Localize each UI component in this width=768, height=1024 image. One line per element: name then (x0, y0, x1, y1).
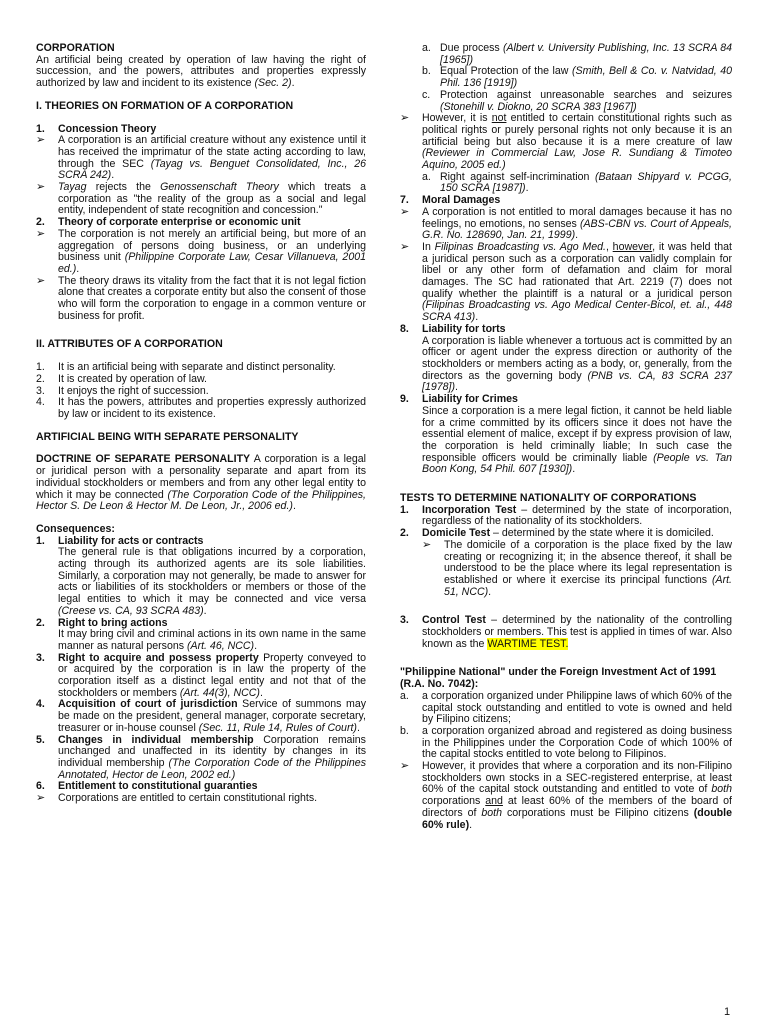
tests-heading: TESTS TO DETERMINE NATIONALITY OF CORPORATIONS (400, 492, 697, 505)
consequence-2: 2. Right to bring actions (36, 616, 168, 629)
fia-item-b: b. a corporation organized abroad and registered as doing business in the Philippines under the Corporation Code of which 100% of the capital stocks entitled to vote belong to Filipinos. (400, 724, 732, 761)
consequence-6: 6. Entitlement to constitutional guaranties (36, 780, 258, 793)
consequence-9-text: Since a corporation is a mere legal fiction, it cannot be held liable for a crime committed by its officers since it does not have the essential element of malice, except if by express provision of law, the corporation is held criminally liable; In such case the responsible officers would be criminally liable (People vs. Tan Boon Kong, 54 Phil. 607 [1930]). (422, 404, 732, 476)
right-item-a: a. Due process (Albert v. University Publishing, Inc. 13 SCRA 84 [1965]) (422, 42, 732, 66)
arrow-bullet-icon: ➢ (400, 112, 410, 125)
arrow-bullet-icon: ➢ (36, 181, 46, 194)
bullet-item: ➢ However, it provides that where a corporation and its non-Filipino stockholders own stocks in a SEC-registered enterprise, at least 60% of the capital stock outstanding and entitled to vote of both corporations and at least 60% of the members of the board of directors of both corporations must be Filipino citizens (double 60% rule). (400, 760, 732, 831)
page-number: 1 (724, 1006, 731, 1018)
arrow-bullet-icon: ➢ (36, 792, 46, 805)
consequence-7: 7. Moral Damages (400, 194, 501, 207)
arrow-bullet-icon: ➢ (400, 760, 410, 773)
bullet-item: ➢ However, it is not entitled to certain constitutional rights such as political rights or purely personal rights not only because it is an artificial being but also because it is a mere creature of law (Reviewer in Commercial Law, Jose R. Sundiang & Timoteo Aquino, 2005 ed.) (400, 112, 732, 172)
consequence-9: 9. Liability for Crimes (400, 393, 518, 406)
consequence-8: 8. Liability for torts (400, 322, 506, 335)
theories-heading: I. THEORIES ON FORMATION OF A CORPORATION (36, 99, 294, 112)
arrow-bullet-icon: ➢ (400, 205, 410, 218)
attribute-item: 1. It is an artificial being with separate and distinct personality. (36, 361, 336, 374)
bullet-item: ➢ Tayag rejects the Genossenschaft Theory which treats a corporation as "the reality of the group as a social and legal entity, independent of state recognition and concession." (36, 181, 367, 217)
consequences-heading: Consequences: (36, 522, 115, 535)
consequence-4: 4. Acquisition of court of jurisdiction Service of summons may be made on the president, general manager, corporate secretary, treasurer or in-house counsel (Sec. 11, Rule 14, Rules of Court). (36, 698, 367, 734)
doctrine-paragraph: DOCTRINE OF SEPARATE PERSONALITY A corporation is a legal or juridical person with a personality separate and apart from its individual stockholders or members and from any other legal entity to which it may be connected (The Corporation Code of the Philippines, Hector S. De Leon & Hector M. De Leon, Jr., 2006 ed.). (36, 453, 366, 513)
consequence-2-text: It may bring civil and criminal actions in its own name in the same manner as natural persons (Art. 46, NCC). (58, 628, 366, 652)
consequence-8-text: A corporation is liable whenever a tortuous act is committed by an officer or agent under the express direction or authority of the stockholders or members acting as a body, or, generally, from the directors as the governing body (PNB vs. CA, 83 SCRA 237 [1978]). (422, 334, 733, 394)
right-item-self-incrimination: a. Right against self-incrimination (Bataan Shipyard v. PCGG, 150 SCRA [1987]). (422, 170, 732, 195)
arrow-bullet-icon: ➢ (400, 240, 410, 253)
section-title-corporation: CORPORATION (36, 42, 115, 54)
right-item-c: c. Protection against unreasonable searches and seizures (Stonehill v. Diokno, 20 SCRA 383 [1967]) (422, 88, 732, 113)
arrow-bullet-icon: ➢ (422, 538, 432, 551)
theory-1: 1. Concession Theory (36, 122, 157, 135)
test-1: 1. Incorporation Test – determined by the state of incorporation, regardless of the nationality of its stockholders. (400, 503, 732, 528)
arrow-bullet-icon: ➢ (36, 134, 46, 147)
bullet-item: ➢ A corporation is not entitled to moral damages because it has no feelings, no emotions, no senses (ABS-CBN vs. Court of Appeals, G.R. No. 128690, Jan. 21, 1999). (400, 205, 732, 242)
left-column (36, 43, 366, 805)
arrow-bullet-icon: ➢ (36, 274, 46, 287)
test-2: 2. Domicile Test – determined by the state where it is domiciled. (400, 527, 714, 540)
fia-heading: "Philippine National" under the Foreign Investment Act of 1991 (R.A. No. 7042): (400, 666, 717, 691)
bullet-item: ➢ The theory draws its vitality from the fact that it is not legal fiction alone that creates a corporate entity but also the consent of those who will form the corporation to engage in a common venture or business for profit. (36, 274, 366, 322)
bullet-item: ➢ The domicile of a corporation is the place fixed by the law creating or recognizing it; in the absence thereof, it shall be understood to be the place where its legal representation is established or where it exercise its principal functions (Art. 51, NCC). (422, 538, 732, 598)
consequence-1-text: The general rule is that obligations incurred by a corporation, acting through its authorized agents are its sole liabilities. Similarly, a corporation may not generally, be made to answer for acts or liabilities of its stockholders or members or those of the legal entities to which it may be connected and vice versa (Creese vs. CA, 93 SCRA 483). (58, 546, 366, 617)
consequence-5: 5. Changes in individual membership Corporation remains unchanged and unaffected in its identity by changes in its individual membership (The Corporation Code of the Philippines Annotated, Hector de Leon, 2002 ed.) (36, 733, 366, 781)
bullet-item: ➢ The corporation is not merely an artificial being, but more of an aggregation of persons doing business, or an underlying business unit (Philippine Corporate Law, Cesar Villanueva, 2001 ed.). (36, 227, 367, 275)
wartime-test-highlight: WARTIME TEST. (487, 637, 569, 650)
fia-item-a: a. a corporation organized under Philippine laws of which 60% of the capital stock outstanding and entitled to vote is owned and held by Filipino citizens; (400, 689, 732, 726)
right-item-b: b. Equal Protection of the law (Smith, Bell & Co. v. Natvidad, 40 Phil. 136 [1919]) (422, 65, 732, 90)
bullet-item: ➢ A corporation is an artificial creature without any existence until it has received the imprimatur of the state acting according to law, through the SEC (Tayag vs. Benguet Consolidated, Inc., 26 SCRA 242). (36, 134, 366, 182)
arrow-bullet-icon: ➢ (36, 227, 46, 240)
attributes-heading: II. ATTRIBUTES OF A CORPORATION (36, 338, 223, 351)
corporation-definition: An artificial being created by operation of law having the right of succession, and the powers, attributes and properties expressly authorized by law and incident to its existence (Sec. 2). (36, 53, 366, 90)
right-column (400, 43, 732, 831)
consequence-3: 3. Right to acquire and possess property Property conveyed to or acquired by the corporation is in law the property of the corporation itself as a distinct legal entity and not that of the stockholders or members (Art. 44(3), NCC). (36, 651, 367, 699)
artificial-being-heading: ARTIFICIAL BEING WITH SEPARATE PERSONALITY (36, 430, 299, 443)
consequence-1: 1. Liability for acts or contracts (36, 534, 204, 547)
attribute-item: 4. It has the powers, attributes and properties expressly authorized by law or incident to its existence. (36, 396, 366, 420)
test-3: 3. Control Test – determined by the nationality of the controlling stockholders or members. This test is applied in times of war. Also known as the WARTIME TEST. (400, 614, 732, 650)
attribute-item: 2. It is created by operation of law. (36, 372, 207, 385)
attribute-item: 3. It enjoys the right of succession. (36, 384, 209, 397)
bullet-item: ➢ Corporations are entitled to certain constitutional rights. (36, 792, 318, 805)
theory-2: 2. Theory of corporate enterprise or economic unit (36, 216, 301, 229)
bullet-item: ➢ In Filipinas Broadcasting vs. Ago Med., however, it was held that a juridical person such as a corporation can validly complain for libel or any other form of defamation and claim for moral damages. The SC had rationated that Art. 2219 (7) does not qualify whether the plaintiff is a natural or a juridical person (Filipinas Broadcasting vs. Ago Medical Center-Bicol, et. al., 448 SCRA 413). (400, 240, 733, 324)
